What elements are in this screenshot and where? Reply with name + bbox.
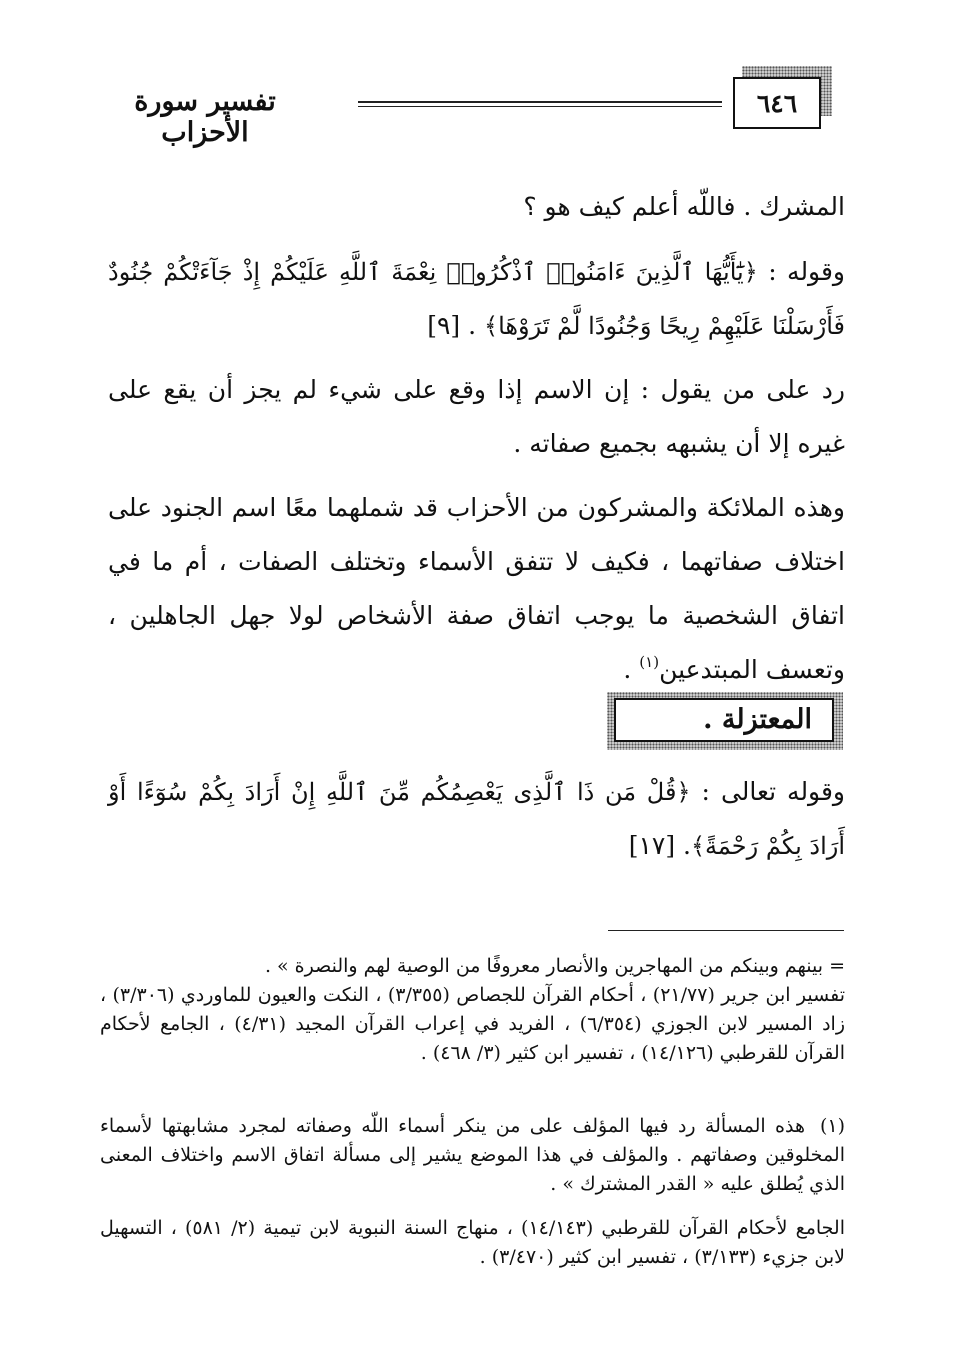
paragraph-5 — [108, 765, 845, 873]
paragraph-1 — [108, 180, 845, 234]
running-title: تفسير سورة الأحزاب — [134, 86, 276, 148]
verse-intro: وقوله : — [757, 257, 845, 286]
paragraph-2 — [108, 245, 845, 353]
footnote-continuation — [100, 952, 845, 981]
footnote-1-text: هذه المسألة رد فيها المؤلف على من ينكر أسماء اللّه وصفاته لمجرد مشابهتها لأسماء المخلوقين وصفاتهم . والمؤلف في هذا الموضع يشير إلى مسألة اتفاق الاسم واختلاف المعنى الذي يُطلق عليه « القدر المشترك » . — [100, 1115, 845, 1195]
footnote-rule — [608, 930, 844, 931]
paragraph-4-text: وهذه الملائكة والمشركون من الأحزاب قد شملهما معًا اسم الجنود على اختلاف صفاتهما ، فكيف لا تتفق الأسماء وتختلف الصفات ، أم ما في اتفاق الشخصية ما يوجب اتفاق صفة الأشخاص لولا جهل الجاهلين ، وتعسف المبتدعين — [108, 493, 846, 684]
footnote-1 — [100, 1112, 845, 1199]
page-number: ٦٤٦ — [756, 88, 798, 118]
quran-verse-9: ﴿يَٰٓأَيُّهَا ٱلَّذِينَ ءَامَنُوا۟ ٱذْكُرُوا۟ نِعْمَةَ ٱللَّهِ عَلَيْكُمْ إِذْ جَآءَتْكُمْ جُنُودٌ فَأَرْسَلْنَا عَلَيْهِمْ رِيحًا وَجُنُودًا لَّمْ تَرَوْهَا﴾ — [108, 258, 845, 340]
verse-intro-2: وقوله تعالى : — [690, 777, 845, 806]
footnote-1-refs-text: الجامع لأحكام القرآن للقرطبي (١٤/١٤٣) ، منهاج السنة النبوية لابن تيمية (٢/ ٥٨١) ، التسهيل لابن جزيء (٣/١٣٣) ، تفسير ابن كثير (٣/٤٧٠) . — [100, 1217, 845, 1268]
header-rule-thin — [358, 106, 722, 107]
page-number-box — [733, 77, 821, 129]
verse-17-reference: . [١٧] — [628, 831, 691, 860]
paragraph-3 — [108, 363, 845, 471]
quran-verse-17: ﴿قُلْ مَن ذَا ٱلَّذِى يَعْصِمُكُم مِّنَ ٱللَّهِ إِنْ أَرَادَ بِكُمْ سُوٓءًا أَوْ أَرَادَ بِكُمْ رَحْمَةً﴾ — [108, 778, 845, 860]
footnote-1-number: (١) — [819, 1115, 845, 1137]
section-heading-box — [614, 698, 834, 742]
footnote-continuation-text: = بينهم وبينكم من المهاجرين والأنصار معروفًا من الوصية لهم والنصرة » . — [264, 955, 845, 977]
paragraph-3-text: رد على من يقول : إن الاسم إذا وقع على شيء لم يجز أن يقع على غيره إلا أن يشبهه بجميع صفاته . — [108, 375, 845, 458]
paragraph-4-end: . — [623, 655, 640, 684]
footnote-marker-1: (١) — [639, 653, 660, 671]
section-heading: المعتزلة . — [703, 704, 812, 735]
footnote-1-refs — [100, 1214, 845, 1272]
verse-9-reference: . [٩] — [427, 311, 484, 340]
footnote-continuation-refs — [100, 981, 845, 1068]
header-rule — [358, 101, 722, 103]
paragraph-4 — [108, 481, 845, 700]
paragraph-1-text: المشرك . فاللّه أعلم كيف هو ؟ — [523, 192, 845, 221]
footnote-continuation-refs-text: تفسير ابن جرير (٢١/٧٧) ، أحكام القرآن للجصاص (٣/٣٥٥) ، النكت والعيون للماوردي (٣/٣٠٦) ، زاد المسير لابن الجوزي (٦/٣٥٤) ، الفريد في إعراب القرآن المجيد (٤/٣١) ، الجامع لأحكام القرآن للقرطبي (١٤/١٢٦) ، تفسير ابن كثير (٣/ ٤٦٨) . — [100, 984, 846, 1064]
